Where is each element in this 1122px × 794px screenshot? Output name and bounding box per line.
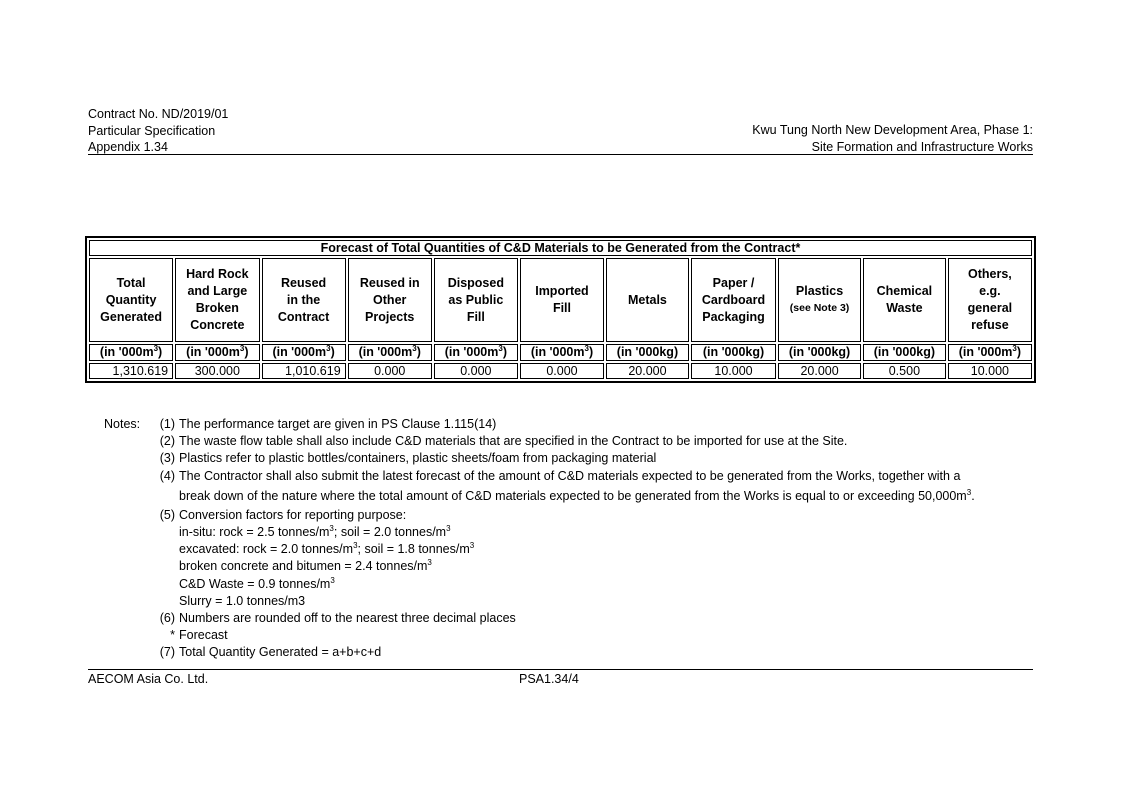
conversion-slurry: Slurry = 1.0 tonnes/m3 [179,593,306,608]
value-cell: 20.000 [606,363,689,379]
note-1 [104,416,975,433]
note-marker: (1) [159,417,175,431]
value-cell: 0.000 [520,363,604,379]
value-cell: 20.000 [778,363,861,379]
unit-cell: (in '$000m^3$) [520,344,604,361]
footer-company: AECOM Asia Co. Ltd. [88,672,209,686]
conversion-cd-waste: C&D Waste = 0.9 tonnes/$m^3$ [179,575,335,591]
value-cell: 0.000 [348,363,432,379]
table-title: Forecast of Total Quantities of C&D Materials to be Generated from the Contract* [89,240,1032,256]
column-header: Imported Fill [520,258,604,342]
value-cell: 10.000 [691,363,776,379]
unit-cell: (in '$000m^3$) [262,344,346,361]
note-5 [104,507,975,524]
note-text: Total Quantity Generated = a+b+c+d [179,645,382,660]
appendix-number: Appendix 1.34 [88,140,168,154]
note-3 [104,450,975,467]
unit-cell: (in '$000m^3$) [434,344,518,361]
notes-section [104,416,975,662]
unit-cell: (in '000kg) [606,344,689,361]
column-header: Disposed as Public Fill [434,258,518,342]
column-header: Hard Rock and Large Broken Concrete [175,258,259,342]
column-header-note: (see Note 3) [789,302,850,314]
note-text: Forecast [179,628,228,643]
value-cell: 300.000 [175,363,259,379]
note-text: The waste flow table shall also include C&D materials that are specified in the Contract to be imported for use at the Site. [179,434,848,449]
project-line-2: Site Formation and Infrastructure Works [811,139,1033,154]
unit-cell: (in '$000m^3$) [948,344,1032,361]
value-cell: 1,310.619 [89,363,173,379]
value-cell: 0.000 [434,363,518,379]
unit-cell: (in '000kg) [691,344,776,361]
note-7 [104,644,975,661]
note-marker: (4) [159,468,175,483]
footer-rule [88,669,1033,670]
column-header: Reused in the Contract [262,258,346,342]
note-marker: (6) [159,611,175,626]
footer-page-number: PSA1.34/4 [519,672,579,686]
notes-label: Notes: [104,417,141,431]
note-marker: (3) [159,451,175,466]
column-header: Paper / Cardboard Packaging [691,258,776,342]
unit-cell: (in '$000m^3$) [175,344,259,361]
note-text: Plastics refer to plastic bottles/containers, plastic sheets/foam from packaging material [179,451,657,466]
note-star [104,627,975,644]
value-cell: 10.000 [948,363,1032,379]
spec-name: Particular Specification [88,123,216,138]
column-header: Reused in Other Projects [348,258,432,342]
header-right [752,122,1033,155]
contract-number: Contract No. ND/2019/01 [88,107,229,121]
note-marker: (7) [159,645,175,660]
note-4-continued: break down of the nature where the total amount of C&D materials expected to be generated from the Works is equal to or exceeding $50,000m^3$. [179,487,975,503]
unit-cell: (in '$000m^3$) [348,344,432,361]
header-left [88,106,228,156]
unit-cell: (in '000kg) [863,344,946,361]
cd-forecast-table [85,236,1036,383]
header-rule [88,154,1033,155]
note-2 [104,433,975,450]
conversion-excavated: excavated: rock = 2.0 tonnes/$m^3$; soil = 1.8 tonnes/$m^3$ [179,541,475,557]
note-6 [104,610,975,627]
column-header: Plastics (see Note 3) [778,258,861,342]
unit-cell: (in '000kg) [778,344,861,361]
column-header: Others, e.g. general refuse [948,258,1032,342]
column-header: Chemical Waste [863,258,946,342]
note-text: The Contractor shall also submit the latest forecast of the amount of C&D materials expected to be generated from the Works, together with a [179,468,961,483]
note-marker: * [170,628,175,643]
note-text: Numbers are rounded off to the nearest three decimal places [179,611,516,626]
value-cell: 1,010.619 [262,363,346,379]
column-header: Metals [606,258,689,342]
note-marker: (5) [159,507,175,522]
value-cell: 0.500 [863,363,946,379]
units-row [89,344,1032,361]
column-headers-row [89,258,1032,342]
values-row [89,363,1032,379]
note-4 [104,468,975,485]
note-text: Conversion factors for reporting purpose: [179,507,407,522]
note-marker: (2) [159,434,175,449]
unit-cell: (in '$000m^3$) [89,344,173,361]
conversion-in-situ: in-situ: rock = 2.5 tonnes/$m^3$; soil = 2.0 tonnes/$m^3$ [179,523,451,540]
project-line-1: Kwu Tung North New Development Area, Phase 1: [752,123,1033,137]
note-text: The performance target are given in PS Clause 1.115(14) [179,417,497,431]
column-header: Total Quantity Generated [89,258,173,342]
conversion-broken-concrete: broken concrete and bitumen = 2.4 tonnes/$m^3$ [179,558,432,574]
